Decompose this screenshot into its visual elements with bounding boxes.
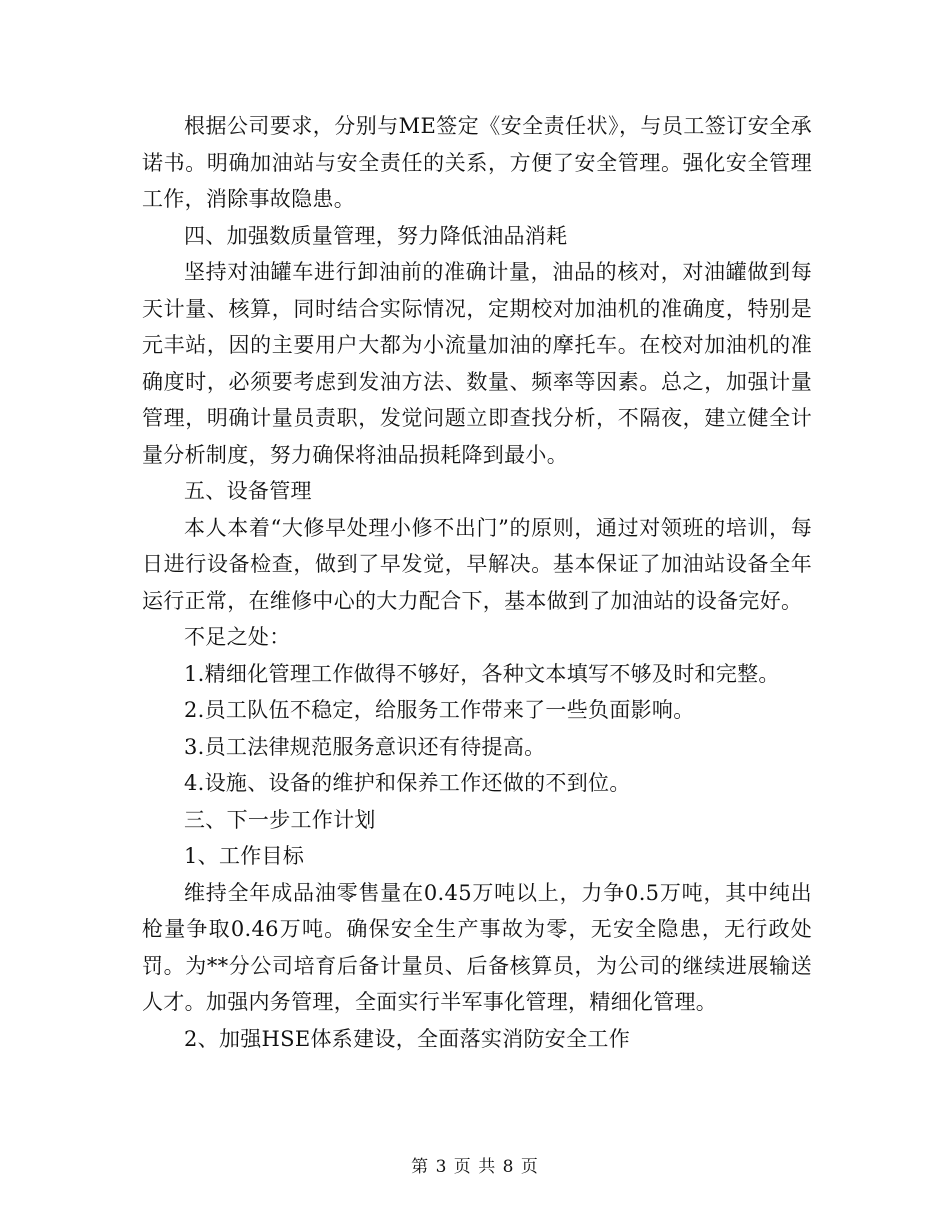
list-item-shortcoming-3: 3.员工法律规范服务意识还有待提高。 [184,734,546,759]
heading-next-plan: 三、下一步工作计划 [184,807,376,832]
list-item-shortcoming-4: 4.设施、设备的维护和保养工作还做的不到位。 [184,771,631,795]
heading-equipment-management: 五、设备管理 [184,479,312,503]
heading-shortcomings: 不足之处： [184,625,291,649]
paragraph-equipment: 本人本着“大修早处理小修不出门”的原则，通过对领班的培训，每日进行设备检查，做到了早发觉，早解决。基本保证了加油站设备全年运行正常，在维修中心的大力配合下，基本做到了加油站的设备完好。 [142,515,812,613]
document-body [142,108,812,1057]
paragraph-metering: 坚持对油罐车进行卸油前的准确计量，油品的核对，对油罐做到每天计量、核算，同时结合实际情况，定期校对加油机的准确度，特别是元丰站，因的主要用户大都为小流量加油的摩托车。在校对加油机的准确度时，必须要考虑到发油方法、数量、频率等因素。总之，加强计量管理，明确计量员责职，发觉问题立即查找分析，不隔夜，建立健全计量分析制度，努力确保将油品损耗降到最小。 [142,260,812,467]
page-number-footer: 第 3 页 共 8 页 [411,1157,539,1177]
subheading-hse-system: 2、加强HSE体系建设，全面落实消防安全工作 [184,1026,630,1051]
paragraph-safety-responsibility: 根据公司要求，分别与ME签定《安全责任状》，与员工签订安全承诺书。明确加油站与安全责任的关系，方便了安全管理。强化安全管理工作，消除事故隐患。 [142,114,812,211]
paragraph-work-goals: 维持全年成品油零售量在0.45万吨以上，力争0.5万吨，其中纯出枪量争取0.46万吨。确保安全生产事故为零，无安全隐患，无行政处罚。为**分公司培育后备计量员、后备核算员，为公司的继续进展输送人才。加强内务管理，全面实行半军事化管理，精细化管理。 [142,880,812,1014]
heading-quantity-quality-management: 四、加强数质量管理，努力降低油品消耗 [184,223,568,248]
subheading-work-goals: 1、工作目标 [184,844,305,868]
list-item-shortcoming-2: 2.员工队伍不稳定，给服务工作带来了一些负面影响。 [184,698,695,722]
list-item-shortcoming-1: 1.精细化管理工作做得不够好，各种文本填写不够及时和完整。 [184,661,780,686]
